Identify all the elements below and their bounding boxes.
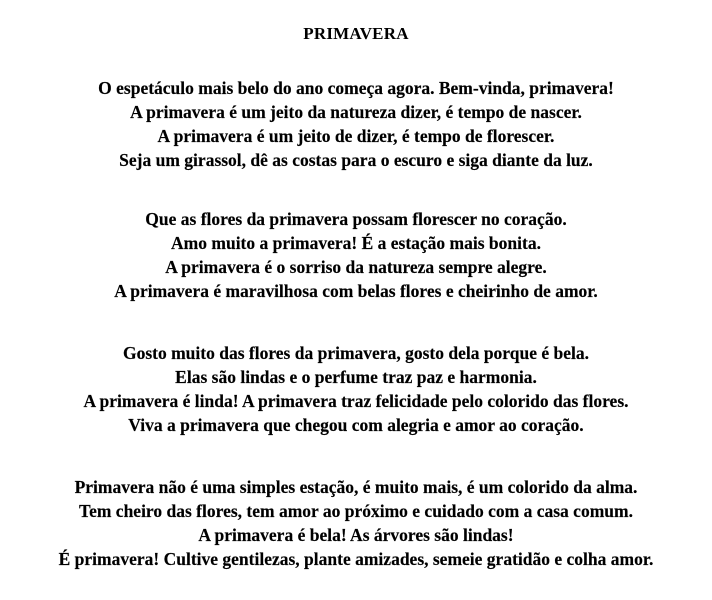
- stanza-line: Gosto muito das flores da primavera, gosto dela porque é bela.: [122, 343, 589, 363]
- stanza-line: Primavera não é uma simples estação, é muito mais, é um colorido da alma.: [74, 477, 638, 497]
- stanza-line: A primavera é o sorriso da natureza sempre alegre.: [165, 257, 547, 277]
- stanza-line: A primavera é maravilhosa com belas flores e cheirinho de amor.: [114, 281, 598, 301]
- stanza-2: [0, 207, 712, 303]
- stanza-line: O espetáculo mais belo do ano começa agora. Bem-vinda, primavera!: [98, 78, 614, 98]
- stanza-4: [0, 475, 712, 571]
- stanza-line: A primavera é linda! A primavera traz felicidade pelo colorido das flores.: [83, 391, 629, 411]
- stanza-line: A primavera é bela! As árvores são lindas!: [198, 525, 514, 545]
- stanza-line: Que as flores da primavera possam florescer no coração.: [145, 209, 567, 229]
- poem-title: PRIMAVERA: [303, 24, 409, 43]
- stanza-line: Seja um girassol, dê as costas para o escuro e siga diante da luz.: [119, 150, 593, 170]
- stanza-line: Tem cheiro das flores, tem amor ao próximo e cuidado com a casa comum.: [79, 501, 633, 521]
- stanza-line: Elas são lindas e o perfume traz paz e harmonia.: [175, 367, 537, 387]
- stanza-1: [0, 76, 712, 172]
- stanza-line: É primavera! Cultive gentilezas, plante amizades, semeie gratidão e colha amor.: [58, 549, 654, 569]
- stanza-line: Viva a primavera que chegou com alegria e amor ao coração.: [128, 415, 584, 435]
- stanza-line: A primavera é um jeito da natureza dizer, é tempo de nascer.: [130, 102, 582, 122]
- stanza-3: [0, 341, 712, 437]
- stanza-line: Amo muito a primavera! É a estação mais bonita.: [171, 233, 541, 253]
- stanza-line: A primavera é um jeito de dizer, é tempo de florescer.: [157, 126, 555, 146]
